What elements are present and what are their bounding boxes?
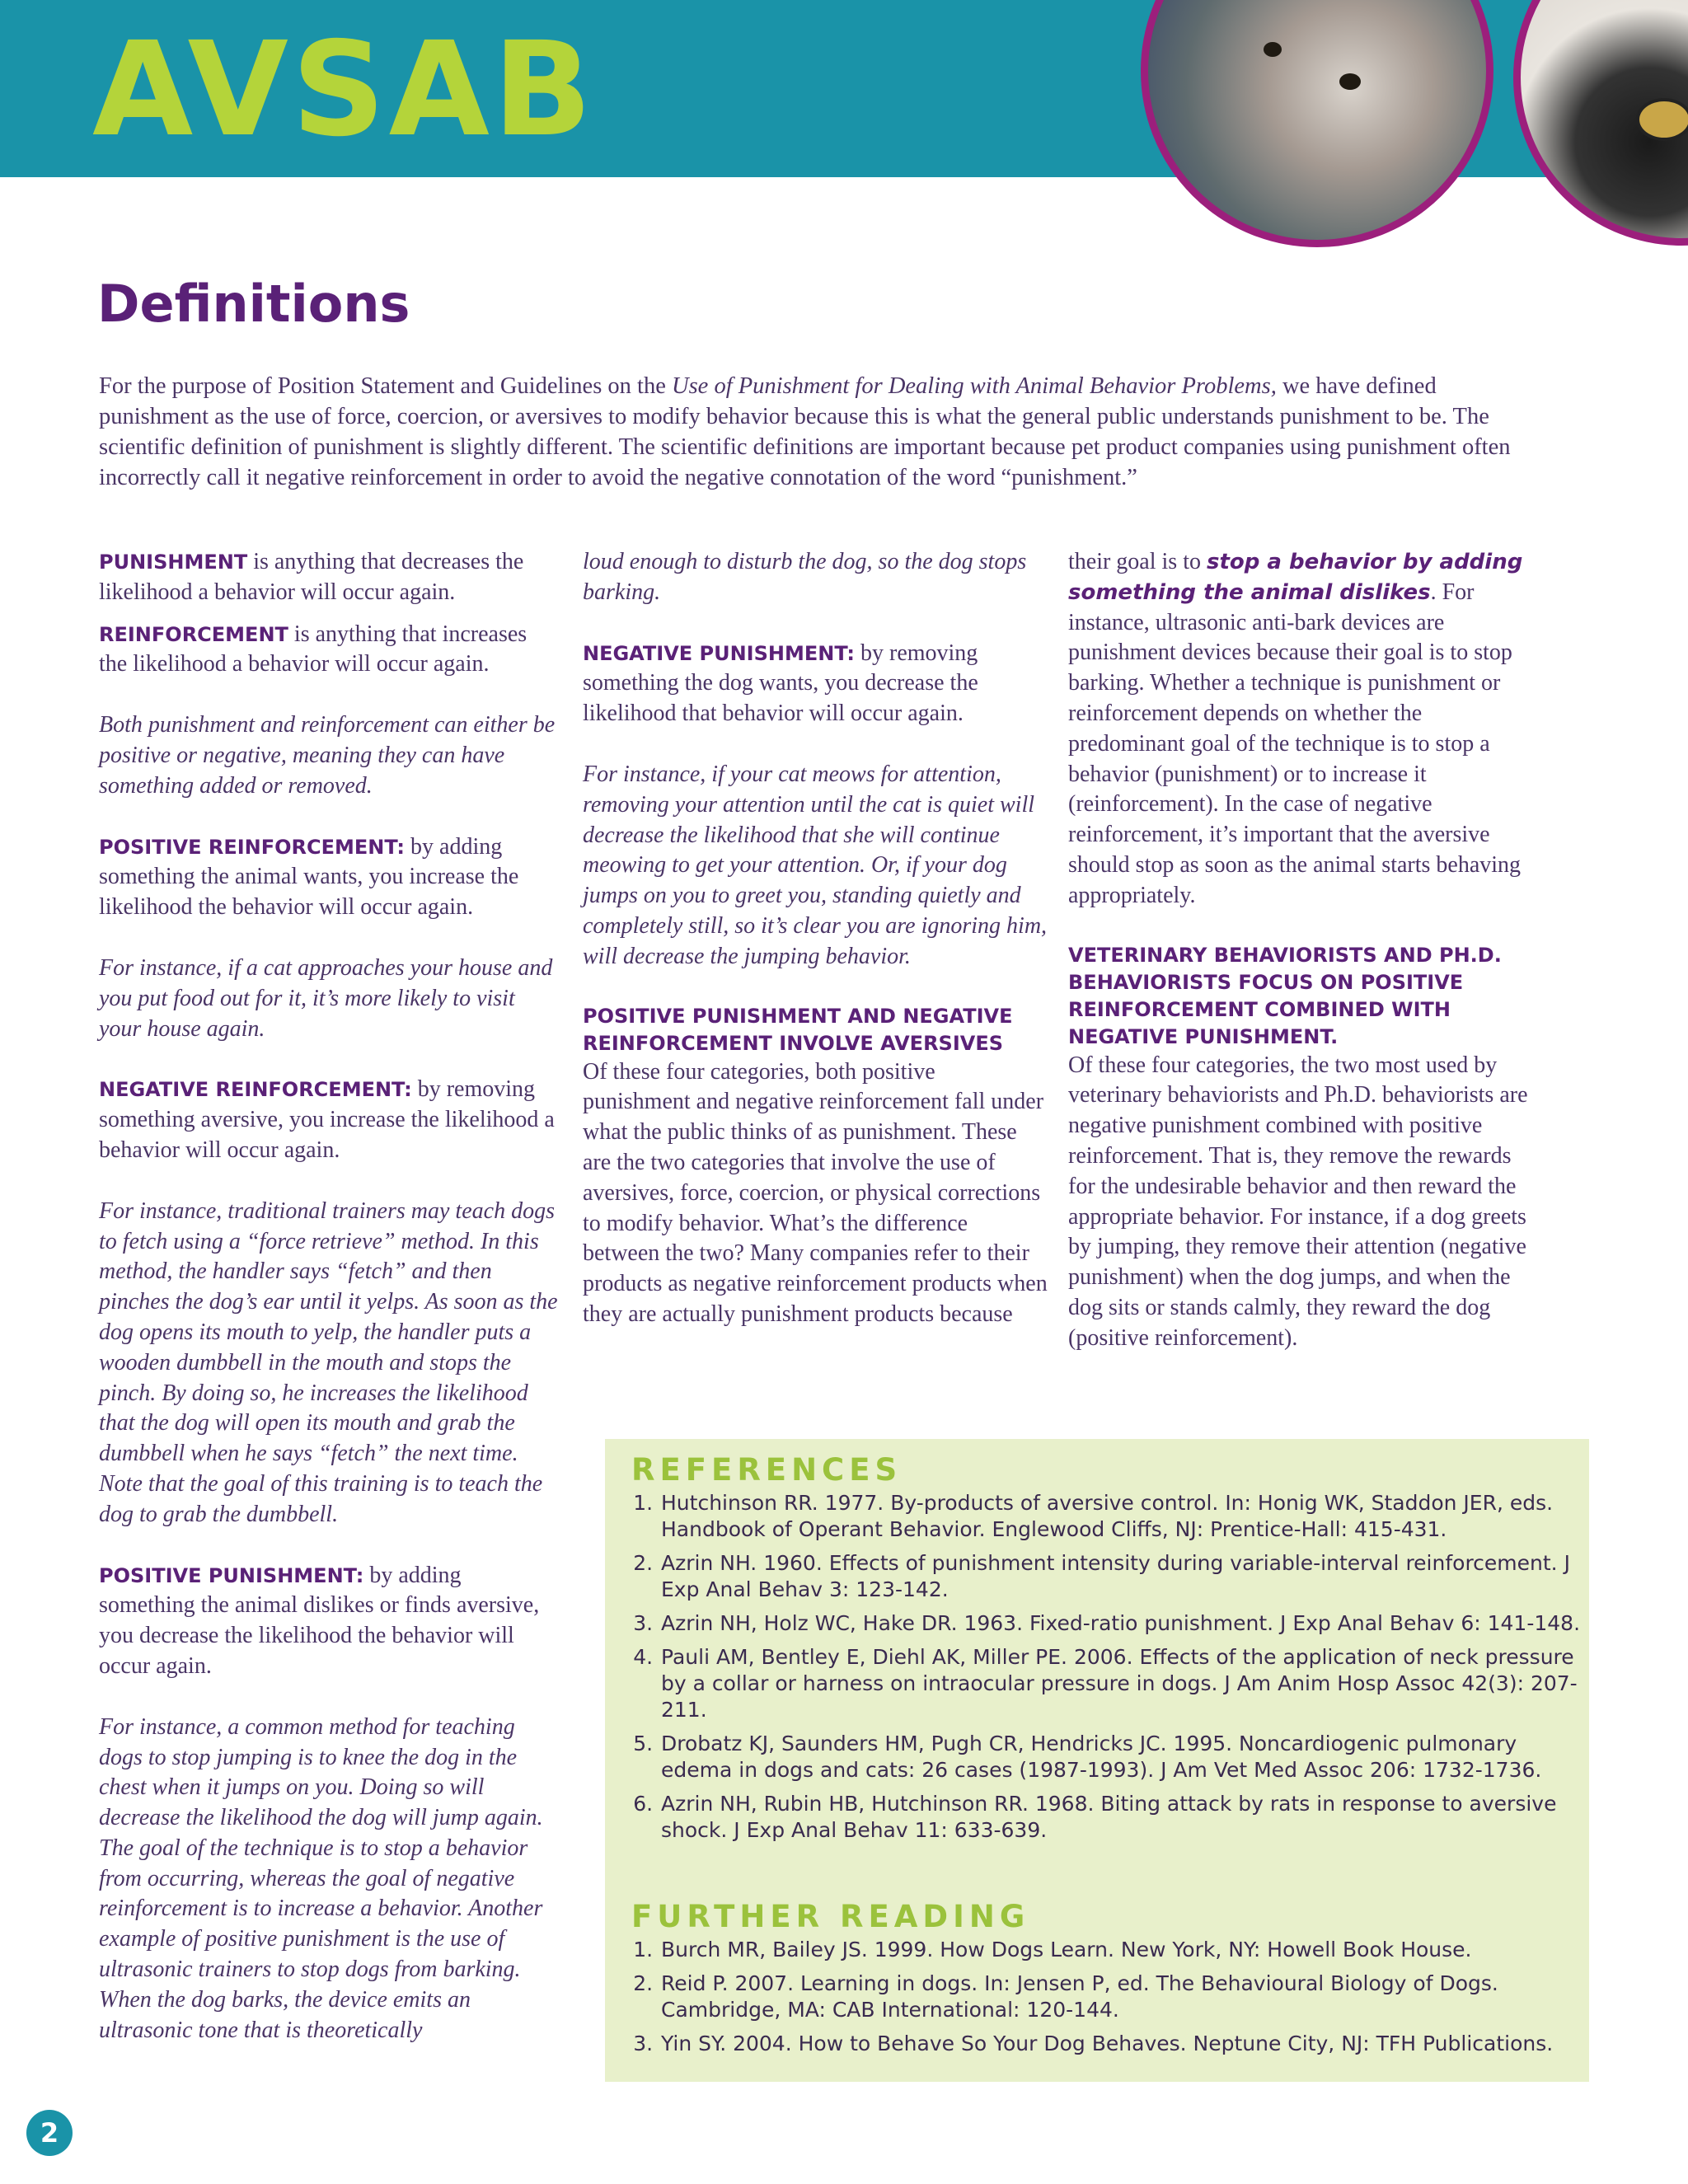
paragraph-lead: their goal is to: [1068, 549, 1207, 574]
section-text: Of these four categories, the two most used by veterinary behaviorists and Ph.D. behaviorists are negative punishment combined with positive reinforcement. That is, they remove the rewards for the undesirable behavior and then reward the appropriate behavior. For instance, if a dog greets by jumping, they remove their attention (negative punishment) when the dog jumps, and when the dog sits or stands calmly, they reward the dog (positive reinforcement).: [1068, 1052, 1528, 1351]
intro-statement-title: Use of Punishment for Dealing with Animal Behavior Problems,: [672, 373, 1277, 399]
reading-item: 3. Yin SY. 2004. How to Behave So Your Dog Behaves. Neptune City, NJ: TFH Publications.: [659, 2031, 1582, 2057]
reading-item: 2. Reid P. 2007. Learning in dogs. In: Jensen P, ed. The Behavioural Biology of Dogs. Cambridge, MA: CAB International: 120-144.: [659, 1971, 1582, 2023]
term-label: NEGATIVE PUNISHMENT:: [583, 641, 855, 665]
definition-text: by adding something the animal dislikes or finds aversive, you decrease the likelihood the behavior will occur again.: [99, 1562, 540, 1679]
negative-reinforcement-example: For instance, traditional trainers may teach dogs to fetch using a “force retrieve” method. In this method, the handler says “fetch” and then pinches the dog’s ear until it yelps. As soon as the dog opens its mouth to yelp, the handler puts a wooden dumbbell in the mouth and stops the pinch. By doing so, he increases the likelihood that the dog will open its mouth and grab the dumbbell when he says “fetch” the next time. Note that the goal of this training is to teach the dog to grab the dumbbell.: [99, 1197, 558, 1527]
punishment-definition: [99, 547, 560, 608]
intro-paragraph: [99, 371, 1550, 493]
references-box: [605, 1439, 1589, 2082]
column-1: [99, 547, 560, 2046]
bulldog-photo: [1141, 0, 1493, 247]
negative-punishment-example: For instance, if your cat meows for attention, removing your attention until the cat is quiet will decrease the likelihood that she will continue meowing to get your attention. Or, if your dog jumps on you to greet you, standing quietly and completely still, so it’s clear you are ignoring him, will decrease the jumping behavior.: [583, 761, 1048, 969]
positive-punishment-definition: [99, 1561, 560, 1682]
positive-punishment-example: For instance, a common method for teaching dogs to stop jumping is to knee the dog in the chest when it jumps on you. Doing so will decrease the likelihood the dog will jump again. The goal of the technique is to stop a behavior from occurring, whereas the goal of negative reinforcement is to increase a behavior. Another example of positive punishment is the use of ultrasonic trainers to stop dogs from barking. When the dog barks, the device emits an ultrasonic tone that is theoretically: [99, 1713, 543, 2043]
emphasis-text: stop a behavior by adding something the animal dislikes: [1068, 550, 1523, 605]
cat-photo: [1513, 0, 1688, 246]
behaviorists-section: [1068, 942, 1530, 1354]
avsab-logo: AVSAB: [92, 14, 596, 166]
reinforcement-definition: [99, 620, 560, 681]
section-heading: VETERINARY BEHAVIORISTS AND PH.D. BEHAVIORISTS FOCUS ON POSITIVE REINFORCEMENT COMBINED WITH NEGATIVE PUNISHMENT.: [1068, 943, 1502, 1048]
column-2: [583, 547, 1048, 1330]
reference-item: 1. Hutchinson RR. 1977. By-products of aversive control. In: Honig WK, Staddon JER, eds. Handbook of Operant Behavior. Englewood Cliffs, NJ: Prentice-Hall: 415-431.: [659, 1490, 1582, 1543]
definition-text: by removing something the dog wants, you decrease the likelihood that behavior will occur again.: [583, 640, 978, 727]
intro-text-cont: we have defined punishment as the use of force, coercion, or aversives to modify behavior because this is what the general public understands punishment to be. The scientific definition of punishment is slightly different. The scientific definitions are important because pet product companies using punishment often incorrectly call it negative reinforcement in order to avoid the negative connotation of the word “punishment.”: [99, 373, 1511, 490]
negative-punishment-definition: [583, 639, 1048, 729]
aversives-section: [583, 1003, 1048, 1330]
positive-reinforcement-example: For instance, if a cat approaches your house and you put food out for it, it’s more likely to visit your house again.: [99, 954, 553, 1042]
both-note: Both punishment and reinforcement can either be positive or negative, meaning they can have something added or removed.: [99, 712, 556, 799]
column-3: [1068, 547, 1530, 1354]
term-label: POSITIVE REINFORCEMENT:: [99, 835, 406, 859]
term-label: POSITIVE PUNISHMENT:: [99, 1563, 364, 1587]
term-label: REINFORCEMENT: [99, 622, 288, 646]
definition-text: is anything that decreases the likelihood a behavior will occur again.: [99, 549, 524, 605]
definition-text: by adding something the animal wants, you increase the likelihood the behavior will occur again.: [99, 833, 519, 921]
positive-reinforcement-definition: [99, 832, 560, 923]
reference-item: 4. Pauli AM, Bentley E, Diehl AK, Miller PE. 2006. Effects of the application of neck pressure by a collar or harness on intraocular pressure in dogs. J Am Anim Hosp Assoc 42(3): 207-211.: [659, 1644, 1582, 1723]
paragraph-text: For instance, ultrasonic anti-bark devices are punishment devices because their goal is to stop barking. Whether a technique is punishment or reinforcement depends on whether the predominant goal of the technique is to stop a behavior (punishment) or to increase it (reinforcement). In the case of negative reinforcement, it’s important that the aversive should stop as soon as the animal starts behaving appropriately.: [1068, 579, 1522, 908]
cat-eye-icon: [1636, 98, 1688, 141]
page-number: 2: [26, 2110, 73, 2156]
further-reading-list: [631, 1937, 1582, 2064]
intro-text: For the purpose of Position Statement and Guidelines on the: [99, 373, 672, 399]
section-heading: POSITIVE PUNISHMENT AND NEGATIVE REINFORCEMENT INVOLVE AVERSIVES: [583, 1004, 1013, 1055]
reference-item: 3. Azrin NH, Holz WC, Hake DR. 1963. Fixed-ratio punishment. J Exp Anal Behav 6: 141-148.: [659, 1610, 1582, 1637]
further-reading-heading: FURTHER READING: [631, 1899, 1030, 1934]
references-heading: REFERENCES: [631, 1452, 903, 1488]
references-list: [631, 1490, 1582, 1851]
reference-item: 2. Azrin NH. 1960. Effects of punishment intensity during variable-interval reinforcement. J Exp Anal Behav 3: 123-142.: [659, 1550, 1582, 1603]
term-label: NEGATIVE REINFORCEMENT:: [99, 1078, 412, 1102]
reference-item: 6. Azrin NH, Rubin HB, Hutchinson RR. 1968. Biting attack by rats in response to aversive shock. J Exp Anal Behav 11: 633-639.: [659, 1791, 1582, 1844]
continued-example: loud enough to disturb the dog, so the dog stops barking.: [583, 549, 1027, 605]
dog-eye-icon: [1264, 42, 1282, 57]
page-title: Definitions: [97, 274, 410, 334]
negative-reinforcement-definition: [99, 1075, 560, 1165]
section-text: Of these four categories, both positive punishment and negative reinforcement fall under what the public thinks of as punishment. These are the two categories that involve the use of aversives, force, coercion, or physical corrections to modify behavior. What’s the difference between the two? Many companies refer to their products as negative reinforcement products when they are actually punishment products because: [583, 1058, 1048, 1327]
reference-item: 5. Drobatz KJ, Saunders HM, Pugh CR, Hendricks JC. 1995. Noncardiogenic pulmonary edema in dogs and cats: 26 cases (1987-1993). J Am Vet Med Assoc 206: 1732-1736.: [659, 1731, 1582, 1783]
reading-item: 1. Burch MR, Bailey JS. 1999. How Dogs Learn. New York, NY: Howell Book House.: [659, 1937, 1582, 1963]
definition-text: by removing something aversive, you increase the likelihood a behavior will occur again.: [99, 1076, 555, 1163]
paragraph-punct: .: [1430, 579, 1437, 605]
definition-text: is anything that increases the likelihood a behavior will occur again.: [99, 621, 528, 677]
dog-eye-icon: [1339, 73, 1361, 90]
term-label: PUNISHMENT: [99, 551, 248, 574]
goal-paragraph: [1068, 547, 1530, 912]
